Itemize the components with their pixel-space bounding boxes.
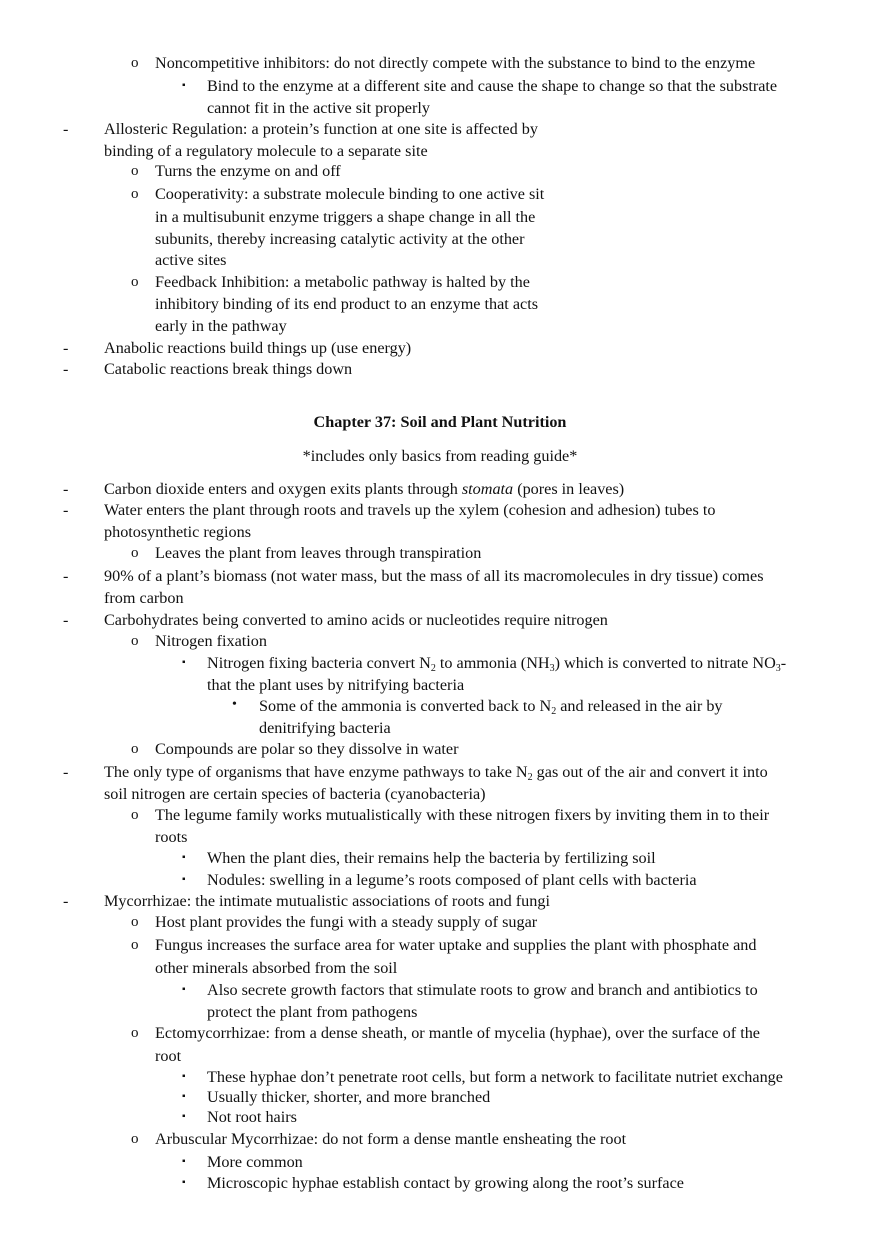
note-feedback: Feedback Inhibition: a metabolic pathway is halted by the — [155, 273, 530, 291]
circle-bullet: o — [131, 807, 139, 823]
note-allosteric-cont: binding of a regulatory molecule to a separate site — [104, 142, 428, 160]
circle-bullet: o — [131, 186, 139, 202]
square-bullet: ▪ — [182, 657, 186, 668]
dash-bullet: - — [63, 611, 69, 629]
chapter-subtitle: *includes only basics from reading guide* — [302, 447, 578, 465]
dash-bullet: - — [63, 480, 69, 498]
note-growth-factors: Also secrete growth factors that stimulate roots to grow and branch and antibiotics to — [207, 981, 758, 999]
dash-bullet: - — [63, 339, 69, 357]
dash-bullet: - — [63, 892, 69, 910]
note-fungus: Fungus increases the surface area for water uptake and supplies the plant with phosphate and — [155, 936, 757, 954]
chapter-title: Chapter 37: Soil and Plant Nutrition — [313, 413, 567, 431]
note-allosteric: Allosteric Regulation: a protein’s function at one site is affected by — [104, 120, 538, 138]
note-n2-organisms-cont: soil nitrogen are certain species of bacteria (cyanobacteria) — [104, 785, 486, 803]
dash-bullet: - — [63, 360, 69, 378]
circle-bullet: o — [131, 741, 139, 757]
square-bullet: ▪ — [182, 984, 186, 995]
note-root-hairs: Not root hairs — [207, 1108, 297, 1126]
note-fixing-bacteria: Nitrogen fixing bacteria convert $N_2$ to ammonia $(NH_3)$ which is converted to nitrate $NO_3-$ — [207, 654, 787, 674]
square-bullet: ▪ — [182, 1091, 186, 1102]
note-ammonia: Some of the ammonia is converted back to $N_2$ and released in the air by — [259, 697, 723, 717]
circle-bullet: o — [131, 914, 139, 930]
note-nodules: Nodules: swelling in a legume’s roots composed of plant cells with bacteria — [207, 871, 697, 889]
square-bullet: ▪ — [182, 1177, 186, 1188]
note-noncompetitive: Noncompetitive inhibitors: do not directly compete with the substance to bind to the enzyme — [155, 54, 756, 72]
note-thicker: Usually thicker, shorter, and more branched — [207, 1088, 491, 1106]
dot-bullet: • — [232, 697, 237, 712]
note-feedback-2: inhibitory binding of its end product to an enzyme that acts — [155, 295, 539, 313]
note-bind-site-cont: cannot fit in the active sit properly — [207, 99, 430, 117]
note-growth-factors-cont: protect the plant from pathogens — [207, 1003, 418, 1021]
circle-bullet: o — [131, 633, 139, 649]
note-cooperativity-4: active sites — [155, 251, 227, 269]
note-legume-cont: roots — [155, 828, 188, 846]
note-fungus-cont: other minerals absorbed from the soil — [155, 959, 398, 977]
square-bullet: ▪ — [182, 874, 186, 885]
circle-bullet: o — [131, 274, 139, 290]
square-bullet: ▪ — [182, 852, 186, 863]
circle-bullet: o — [131, 163, 139, 179]
note-bind-site: Bind to the enzyme at a different site and cause the shape to change so that the substrate — [207, 77, 778, 95]
note-host-plant: Host plant provides the fungi with a steady supply of sugar — [155, 913, 538, 931]
note-fixing-bacteria-cont: that the plant uses by nitrifying bacteria — [207, 676, 465, 694]
note-transpiration: Leaves the plant from leaves through transpiration — [155, 544, 482, 562]
note-ectomycorrhizae: Ectomycorrhizae: from a dense sheath, or mantle of mycelia (hyphae), over the surface of the — [155, 1024, 760, 1042]
circle-bullet: o — [131, 937, 139, 953]
square-bullet: ▪ — [182, 1071, 186, 1082]
dash-bullet: - — [63, 763, 69, 781]
note-biomass: 90% of a plant’s biomass (not water mass, but the mass of all its macromolecules in dry tissue) comes — [104, 567, 764, 585]
square-bullet: ▪ — [182, 80, 186, 91]
note-n2-organisms: The only type of organisms that have enzyme pathways to take $N_2$ gas out of the air and convert it into — [104, 763, 768, 783]
stomata-term: stomata — [461, 480, 514, 498]
note-legume: The legume family works mutualistically with these nitrogen fixers by inviting them in to their — [155, 806, 770, 824]
note-cooperativity-2: in a multisubunit enzyme triggers a shape change in all the — [155, 208, 536, 226]
circle-bullet: o — [131, 55, 139, 71]
note-water-cont: photosynthetic regions — [104, 523, 252, 541]
note-cooperativity: Cooperativity: a substrate molecule binding to one active sit — [155, 185, 545, 203]
square-bullet: ▪ — [182, 1156, 186, 1167]
note-biomass-cont: from carbon — [104, 589, 184, 607]
note-ectomycorrhizae-cont: root — [155, 1047, 182, 1065]
square-bullet: ▪ — [182, 1111, 186, 1122]
dash-bullet: - — [63, 567, 69, 585]
dash-bullet: - — [63, 501, 69, 519]
circle-bullet: o — [131, 1025, 139, 1041]
note-feedback-3: early in the pathway — [155, 317, 287, 335]
note-arbuscular: Arbuscular Mycorrhizae: do not form a dense mantle ensheating the root — [155, 1130, 627, 1148]
note-more-common: More common — [207, 1153, 303, 1171]
note-polar: Compounds are polar so they dissolve in water — [155, 740, 459, 758]
note-water: Water enters the plant through roots and travels up the xylem (cohesion and adhesion) tubes to — [104, 501, 716, 519]
note-on-off: Turns the enzyme on and off — [155, 162, 341, 180]
dash-bullet: - — [63, 120, 69, 138]
note-ammonia-cont: denitrifying bacteria — [259, 719, 391, 737]
note-plant-dies: When the plant dies, their remains help the bacteria by fertilizing soil — [207, 849, 656, 867]
circle-bullet: o — [131, 1131, 139, 1147]
note-carbohydrates: Carbohydrates being converted to amino acids or nucleotides require nitrogen — [104, 611, 608, 629]
note-microscopic-hyphae: Microscopic hyphae establish contact by growing along the root’s surface — [207, 1174, 684, 1192]
note-anabolic: Anabolic reactions build things up (use energy) — [104, 339, 412, 357]
note-co2-oxygen: Carbon dioxide enters and oxygen exits plants through stomata (pores in leaves) — [104, 480, 625, 498]
circle-bullet: o — [131, 545, 139, 561]
note-catabolic: Catabolic reactions break things down — [104, 360, 353, 378]
note-mycorrhizae: Mycorrhizae: the intimate mutualistic associations of roots and fungi — [104, 892, 550, 910]
note-hyphae-network: These hyphae don’t penetrate root cells, but form a network to facilitate nutriet exchange — [207, 1068, 783, 1086]
note-cooperativity-3: subunits, thereby increasing catalytic activity at the other — [155, 230, 525, 248]
note-nitrogen-fixation: Nitrogen fixation — [155, 632, 267, 650]
